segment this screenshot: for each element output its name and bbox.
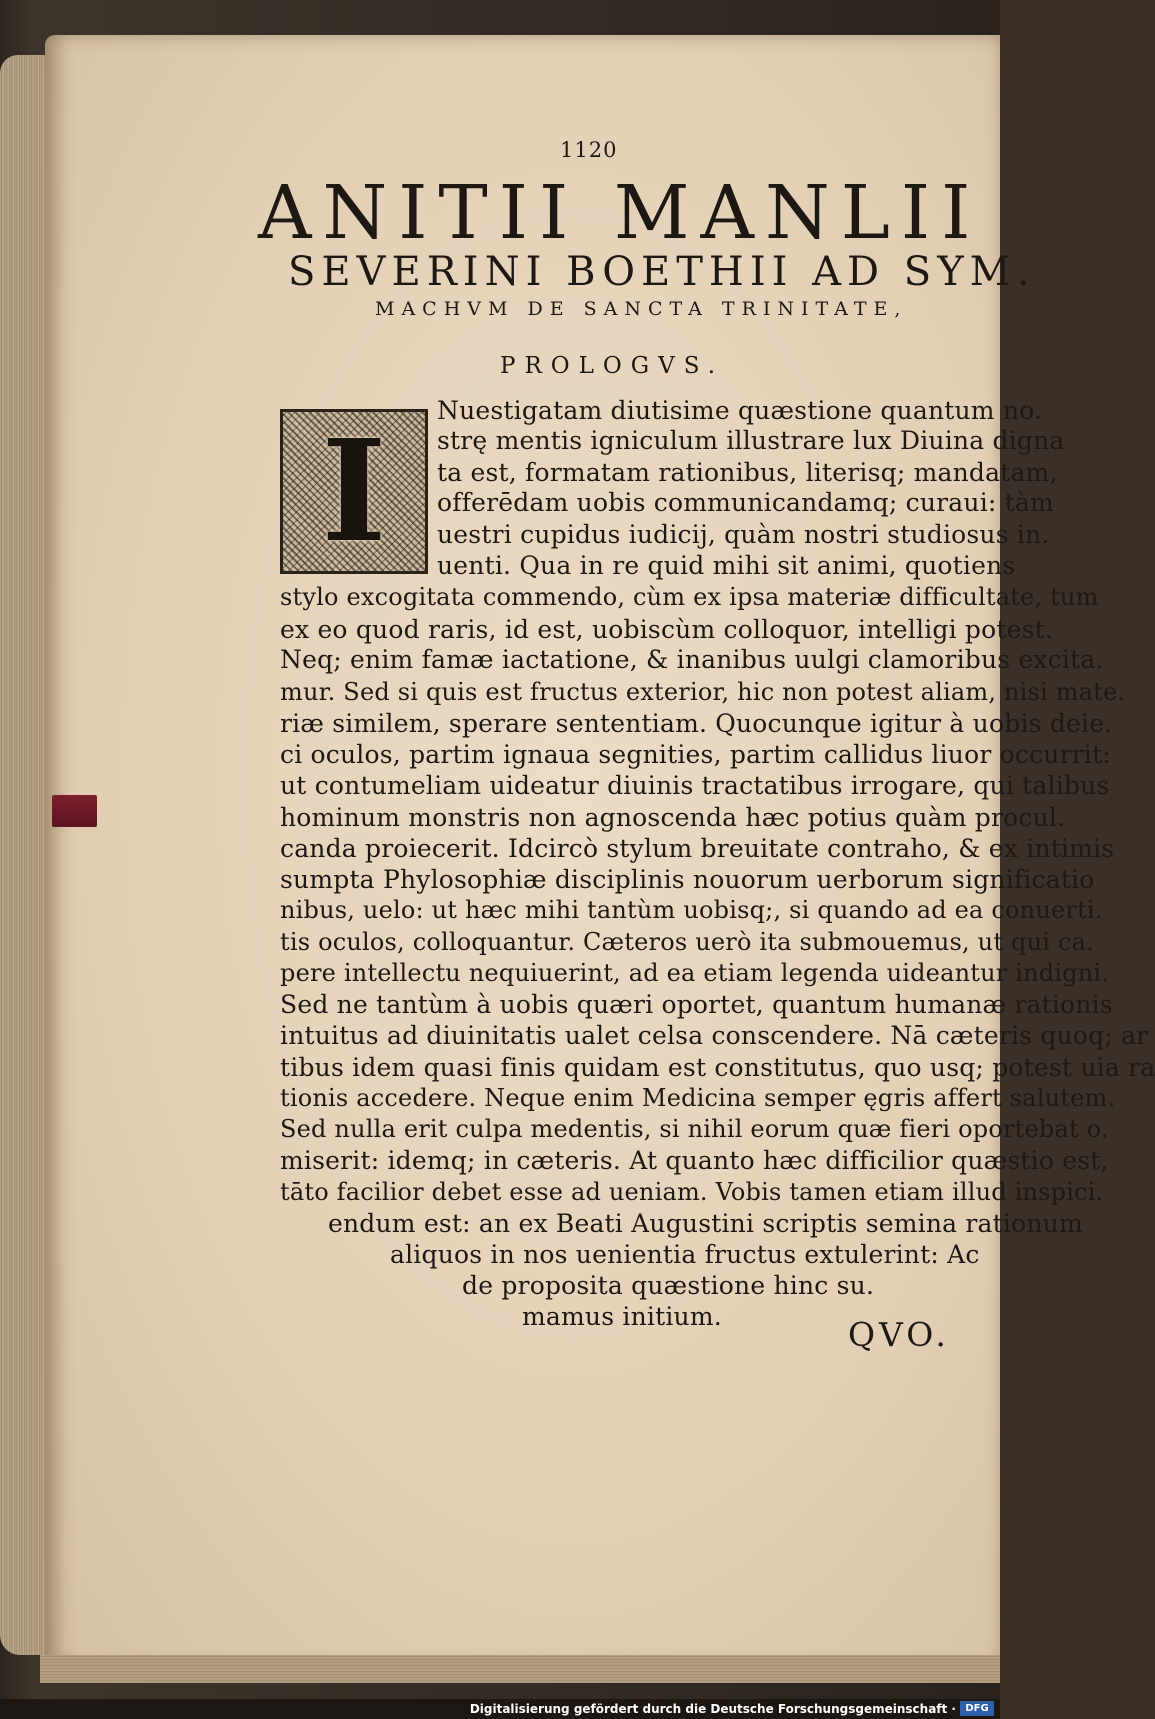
text-line-28: aliquos in nos uenientia fructus extulerint: Ac [390, 1240, 980, 1269]
title-line-2: SEVERINI BOETHII AD SYM. [288, 249, 1036, 295]
text-line-20: Sed ne tantùm à uobis quæri oportet, quantum humanæ rationis [280, 990, 1113, 1019]
text-line-13: ut contumeliam uideatur diuinis tractatibus irrogare, qui talibus [280, 771, 1110, 800]
text-line-18: tis oculos, colloquantur. Cæteros uerò ita submouemus, ut qui ca. [280, 928, 1094, 956]
text-line-15: canda proiecerit. Idcircò stylum breuitate contraho, & ex intimis [280, 834, 1115, 863]
catchword: QVO. [848, 1315, 950, 1354]
section-heading: PROLOGVS. [500, 353, 725, 379]
text-line-29: de proposita quæstione hinc su. [462, 1271, 875, 1300]
text-line-24: Sed nulla erit culpa medentis, si nihil eorum quæ fieri oportebat o. [280, 1115, 1109, 1143]
text-line-1: Nuestigatam diutisime quæstione quantum no. [437, 396, 1043, 425]
title-line-1: ANITII MANLII [258, 170, 982, 256]
text-line-4: offerēdam uobis communicandamq; curaui: tàm [437, 488, 1054, 517]
text-line-7: stylo excogitata commendo, cùm ex ipsa materiæ difficultate, tum [280, 583, 1099, 611]
text-line-22: tibus idem quasi finis quidam est constitutus, quo usq; potest uia ra [280, 1053, 1155, 1082]
footer-credit: Digitalisierung gefördert durch die Deutsche Forschungsgemeinschaft · [469, 1702, 956, 1716]
text-line-25: miserit: idemq; in cæteris. At quanto hæc difficilior quæstio est, [280, 1146, 1109, 1175]
text-line-2: strę mentis igniculum illustrare lux Diuina digna [437, 426, 1065, 455]
text-line-9: Neq; enim famæ iactatione, & inanibus uulgi clamoribus excita. [280, 645, 1104, 674]
text-line-27: endum est: an ex Beati Augustini scriptis semina rationum [328, 1209, 1083, 1238]
text-line-21: intuitus ad diuinitatis ualet celsa conscendere. Nā cæteris quoq; ar [280, 1021, 1149, 1050]
text-line-23: tionis accedere. Neque enim Medicina semper ęgris affert salutem. [280, 1084, 1116, 1112]
text-line-19: pere intellectu nequiuerint, ad ea etiam legenda uideantur indigni. [280, 959, 1110, 987]
text-line-14: hominum monstris non agnoscenda hæc potius quàm procul. [280, 803, 1066, 832]
dfg-logo-icon: DFG [960, 1701, 994, 1716]
text-line-12: ci oculos, partim ignaua segnities, partim callidus liuor occurrit: [280, 740, 1111, 769]
text-line-6: uenti. Qua in re quid mihi sit animi, quotiens [437, 551, 1016, 580]
page-block-edge [0, 55, 50, 1655]
initial-letter: I [321, 409, 387, 574]
text-line-10: mur. Sed si quis est fructus exterior, hic non potest aliam, nisi mate. [280, 678, 1126, 706]
text-line-8: ex eo quod raris, id est, uobiscùm colloquor, intelligi potest. [280, 615, 1054, 644]
text-line-11: riæ similem, sperare sententiam. Quocunque igitur à uobis deie. [280, 709, 1113, 738]
text-line-26: tāto facilior debet esse ad ueniam. Vobis tamen etiam illud inspici. [280, 1178, 1104, 1206]
bookmark-ribbon [52, 795, 97, 827]
text-line-30: mamus initium. [522, 1302, 722, 1331]
page-bottom-edge [40, 1655, 1000, 1683]
text-line-3: ta est, formatam rationibus, literisq; mandatam, [437, 458, 1058, 487]
text-line-5: uestri cupidus iudicij, quàm nostri studiosus in. [437, 520, 1050, 549]
page-number: 1120 [560, 138, 618, 162]
title-line-3: MACHVM DE SANCTA TRINITATE, [375, 298, 908, 320]
decorated-initial [280, 409, 428, 574]
text-line-16: sumpta Phylosophiæ disciplinis nouorum uerborum significatio [280, 865, 1095, 894]
text-line-17: nibus, uelo: ut hæc mihi tantùm uobisq;, si quando ad ea conuerti. [280, 896, 1103, 924]
